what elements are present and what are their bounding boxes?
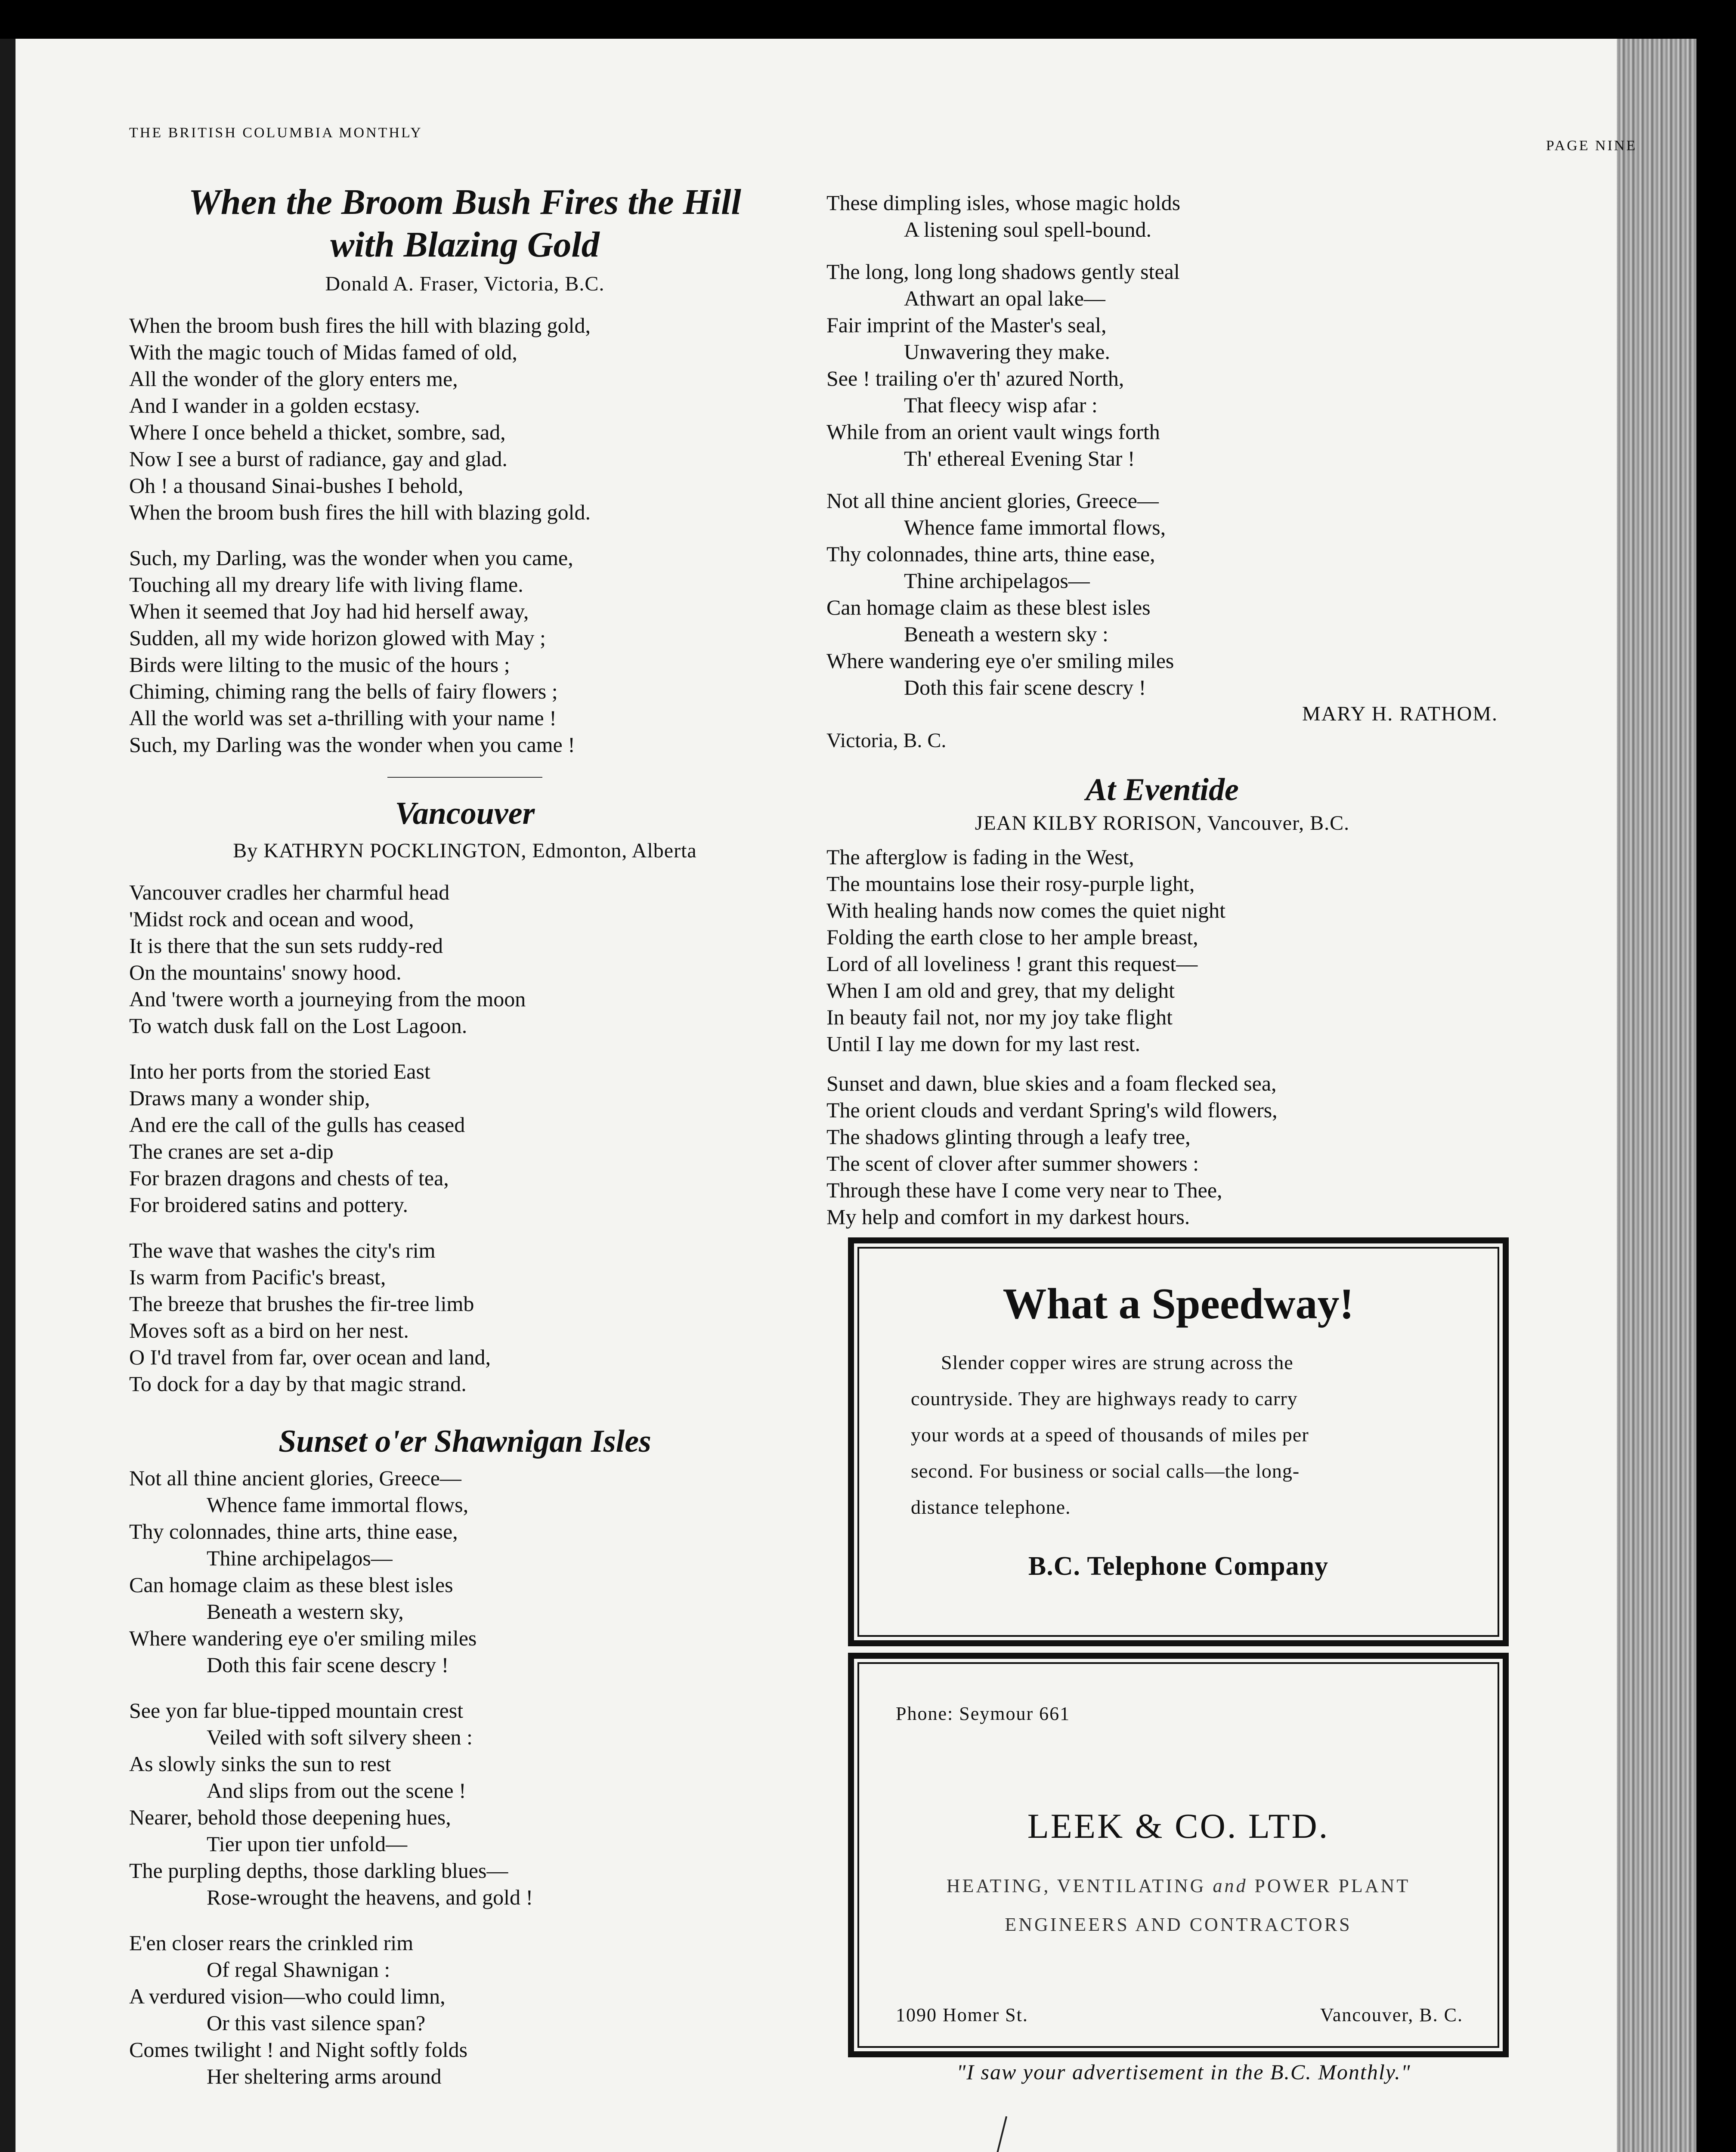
verse-line: The cranes are set a-dip [129, 1139, 334, 1163]
stanza [129, 544, 801, 758]
verse-line: Can homage claim as these blest isles [826, 595, 1151, 619]
verse-line: The orient clouds and verdant Spring's wild flowers, [826, 1098, 1278, 1122]
verse-line: Through these have I come very near to Thee, [826, 1178, 1222, 1203]
verse-line: 'Midst rock and ocean and wood, [129, 906, 414, 931]
verse-line: Whence fame immortal flows, [207, 1492, 469, 1517]
verse-line: Whence fame immortal flows, [904, 515, 1166, 539]
poem-title-line: When the Broom Bush Fires the Hill [189, 182, 741, 222]
verse-line: Where wandering eye o'er smiling miles [826, 649, 1174, 673]
verse-line: My help and comfort in my darkest hours. [826, 1205, 1190, 1229]
stanza [129, 1465, 801, 1678]
verse-line: Such, my Darling was the wonder when you came ! [129, 733, 575, 757]
stanza [826, 1070, 1498, 1230]
verse-line: And slips from out the scene ! [207, 1778, 466, 1803]
verse-line: Unwavering they make. [904, 340, 1111, 364]
section-divider [387, 777, 542, 778]
stanza [129, 1929, 801, 2090]
verse-line: It is there that the sun sets ruddy-red [129, 933, 443, 958]
ad-company-name: LEEK & CO. LTD. [1027, 1806, 1330, 1846]
verse-line: Sunset and dawn, blue skies and a foam flecked sea, [826, 1071, 1277, 1096]
verse-line: Her sheltering arms around [207, 2064, 442, 2088]
verse-line: When the broom bush fires the hill with blazing gold, [129, 313, 591, 338]
poem-title-line: with Blazing Gold [330, 225, 600, 265]
verse-line: The afterglow is fading in the West, [826, 845, 1134, 869]
right-column [826, 189, 1498, 1230]
verse-line: And ere the call of the gulls has ceased [129, 1112, 465, 1137]
verse-line: Th' ethereal Evening Star ! [904, 446, 1135, 470]
verse-line: When I am old and grey, that my delight [826, 978, 1175, 1003]
verse-line: On the mountains' snowy hood. [129, 960, 402, 984]
verse-line: The shadows glinting through a leafy tree, [826, 1125, 1191, 1149]
stanza [826, 258, 1498, 472]
verse-line: Vancouver cradles her charmful head [129, 880, 450, 904]
verse-line: The long, long long shadows gently steal [826, 260, 1180, 284]
verse-line: Can homage claim as these blest isles [129, 1572, 453, 1597]
verse-line: Thy colonnades, thine arts, thine ease, [826, 542, 1155, 566]
ad-services-and: and [1213, 1875, 1248, 1896]
verse-line: All the wonder of the glory enters me, [129, 367, 458, 391]
ad-headline: What a Speedway! [1003, 1280, 1354, 1328]
verse-line: And 'twere worth a journeying from the moon [129, 986, 526, 1011]
verse-line: To dock for a day by that magic strand. [129, 1371, 467, 1396]
page-left-edge [0, 39, 15, 2152]
ad-address: 1090 Homer St. [896, 2004, 1028, 2025]
verse-line: Sudden, all my wide horizon glowed with May ; [129, 626, 546, 650]
verse-line: Tier upon tier unfold— [207, 1831, 408, 1856]
verse-line: Is warm from Pacific's breast, [129, 1265, 386, 1289]
verse-line: The purpling depths, those darkling blues— [129, 1858, 508, 1883]
stanza [826, 487, 1498, 701]
verse-line: Where wandering eye o'er smiling miles [129, 1626, 477, 1650]
stanza [129, 312, 801, 526]
verse-line: A listening soul spell-bound. [904, 217, 1151, 241]
verse-line: Or this vast silence span? [207, 2010, 426, 2035]
verse-line: Now I see a burst of radiance, gay and glad. [129, 447, 507, 471]
verse-line: Oh ! a thousand Sinai-bushes I behold, [129, 473, 464, 498]
verse-line: While from an orient vault wings forth [826, 420, 1160, 444]
verse-line: Moves soft as a bird on her nest. [129, 1318, 409, 1342]
verse-line: Rose-wrought the heavens, and gold ! [207, 1885, 533, 1909]
verse-line: Beneath a western sky, [207, 1599, 404, 1623]
verse-line: O I'd travel from far, over ocean and land, [129, 1345, 491, 1369]
verse-line: Touching all my dreary life with living flame. [129, 572, 523, 597]
verse-line: Nearer, behold those deepening hues, [129, 1805, 451, 1829]
running-header-publication: THE BRITISH COLUMBIA MONTHLY [129, 125, 423, 141]
verse-line: Thine archipelagos— [904, 569, 1090, 593]
verse-line: As slowly sinks the sun to rest [129, 1751, 391, 1776]
stanza [129, 1058, 801, 1218]
stanza [826, 844, 1498, 1057]
ad-body-line: Slender copper wires are strung across the [941, 1351, 1293, 1373]
advertisement-telephone [848, 1237, 1509, 1646]
verse-line: These dimpling isles, whose magic holds [826, 191, 1181, 215]
advertisement-frame [857, 1662, 1499, 2048]
ad-company-name: B.C. Telephone Company [1028, 1552, 1329, 1581]
verse-line: A verdured vision—who could limn, [129, 1984, 446, 2008]
poem-byline: Donald A. Fraser, Victoria, B.C. [325, 272, 605, 296]
ad-services-text: POWER PLANT [1254, 1875, 1411, 1896]
verse-line: Where I once beheld a thicket, sombre, sad, [129, 420, 506, 445]
verse-line: With the magic touch of Midas famed of old, [129, 340, 517, 365]
verse-line: Not all thine ancient glories, Greece— [826, 489, 1159, 513]
ad-services [859, 1875, 1498, 1897]
poem-title: Sunset o'er Shawnigan Isles [279, 1423, 651, 1459]
verse-line: Birds were lilting to the music of the hours ; [129, 652, 510, 677]
verse-line: Not all thine ancient glories, Greece— [129, 1466, 461, 1490]
verse-line: Folding the earth close to her ample breast, [826, 925, 1198, 949]
verse-line: Doth this fair scene descry ! [904, 675, 1146, 699]
verse-line: Until I lay me down for my last rest. [826, 1032, 1141, 1056]
verse-line: Comes twilight ! and Night softly folds [129, 2037, 468, 2062]
poem-title: At Eventide [1086, 772, 1239, 807]
stanza [826, 189, 1498, 243]
verse-line: Draws many a wonder ship, [129, 1085, 370, 1110]
book-spine [1617, 39, 1696, 2152]
poem-title [129, 181, 801, 266]
ad-body-line: countryside. They are highways ready to carry [911, 1388, 1298, 1410]
verse-line: The scent of clover after summer showers : [826, 1151, 1199, 1176]
verse-line: Thy colonnades, thine arts, thine ease, [129, 1519, 458, 1543]
ad-body-line: distance telephone. [911, 1496, 1071, 1518]
ad-services-text: HEATING, VENTILATING [946, 1875, 1206, 1896]
ad-body-line: your words at a speed of thousands of miles per [911, 1424, 1309, 1446]
poem-author: MARY H. RATHOM. [1302, 702, 1498, 725]
verse-line: For brazen dragons and chests of tea, [129, 1166, 449, 1190]
stanza [129, 1697, 801, 1911]
footer-tagline: "I saw your advertisement in the B.C. Monthly." [956, 2060, 1411, 2084]
verse-line: Chiming, chiming rang the bells of fairy flowers ; [129, 679, 558, 704]
verse-line: Lord of all loveliness ! grant this request— [826, 952, 1198, 976]
verse-line: For broidered satins and pottery. [129, 1192, 408, 1217]
poem-byline: By KATHRYN POCKLINGTON, Edmonton, Alberta [233, 839, 697, 862]
verse-line: Such, my Darling, was the wonder when you came, [129, 546, 573, 570]
verse-line: All the world was set a-thrilling with your name ! [129, 706, 557, 730]
verse-line: Veiled with soft silvery sheen : [207, 1725, 473, 1749]
verse-line: E'en closer rears the crinkled rim [129, 1930, 414, 1955]
advertisement-frame [857, 1247, 1499, 1637]
verse-line: Fair imprint of the Master's seal, [826, 313, 1107, 337]
ad-body-text [911, 1345, 1446, 1525]
scan-border [1696, 0, 1736, 2152]
verse-line: Doth this fair scene descry ! [207, 1652, 449, 1677]
ad-city: Vancouver, B. C. [1320, 2004, 1463, 2025]
verse-line: That fleecy wisp afar : [904, 393, 1098, 417]
verse-line: The wave that washes the city's rim [129, 1238, 436, 1262]
verse-line: With healing hands now comes the quiet night [826, 898, 1225, 923]
verse-line: When it seemed that Joy had hid herself away, [129, 599, 529, 624]
verse-line: When the broom bush fires the hill with blazing gold. [129, 500, 591, 525]
verse-line: And I wander in a golden ecstasy. [129, 393, 420, 418]
verse-line: See yon far blue-tipped mountain crest [129, 1698, 464, 1722]
verse-line: To watch dusk fall on the Lost Lagoon. [129, 1013, 467, 1038]
ad-body-line: second. For business or social calls—the long- [911, 1460, 1300, 1482]
verse-line: Thine archipelagos— [207, 1546, 393, 1570]
poem-title: Vancouver [395, 796, 535, 832]
verse-line: Beneath a western sky : [904, 622, 1108, 646]
verse-line: The breeze that brushes the fir-tree limb [129, 1291, 474, 1316]
running-header-page-number: PAGE NINE [1546, 138, 1637, 154]
poem-place: Victoria, B. C. [826, 729, 947, 752]
verse-line: See ! trailing o'er th' azured North, [826, 366, 1124, 390]
poem-byline: JEAN KILBY RORISON, Vancouver, B.C. [975, 812, 1350, 835]
verse-line: Of regal Shawnigan : [207, 1957, 390, 1982]
verse-line: Athwart an opal lake— [904, 286, 1105, 310]
left-column [129, 181, 801, 2109]
ad-services-line: ENGINEERS AND CONTRACTORS [1005, 1914, 1352, 1935]
stanza [129, 879, 801, 1039]
stanza [129, 1237, 801, 1397]
verse-line: The mountains lose their rosy-purple light, [826, 872, 1195, 896]
verse-line: In beauty fail not, nor my joy take flight [826, 1005, 1173, 1030]
verse-line: Into her ports from the storied East [129, 1059, 430, 1083]
ad-phone: Phone: Seymour 661 [896, 1703, 1071, 1724]
advertisement-leek [848, 1653, 1509, 2057]
